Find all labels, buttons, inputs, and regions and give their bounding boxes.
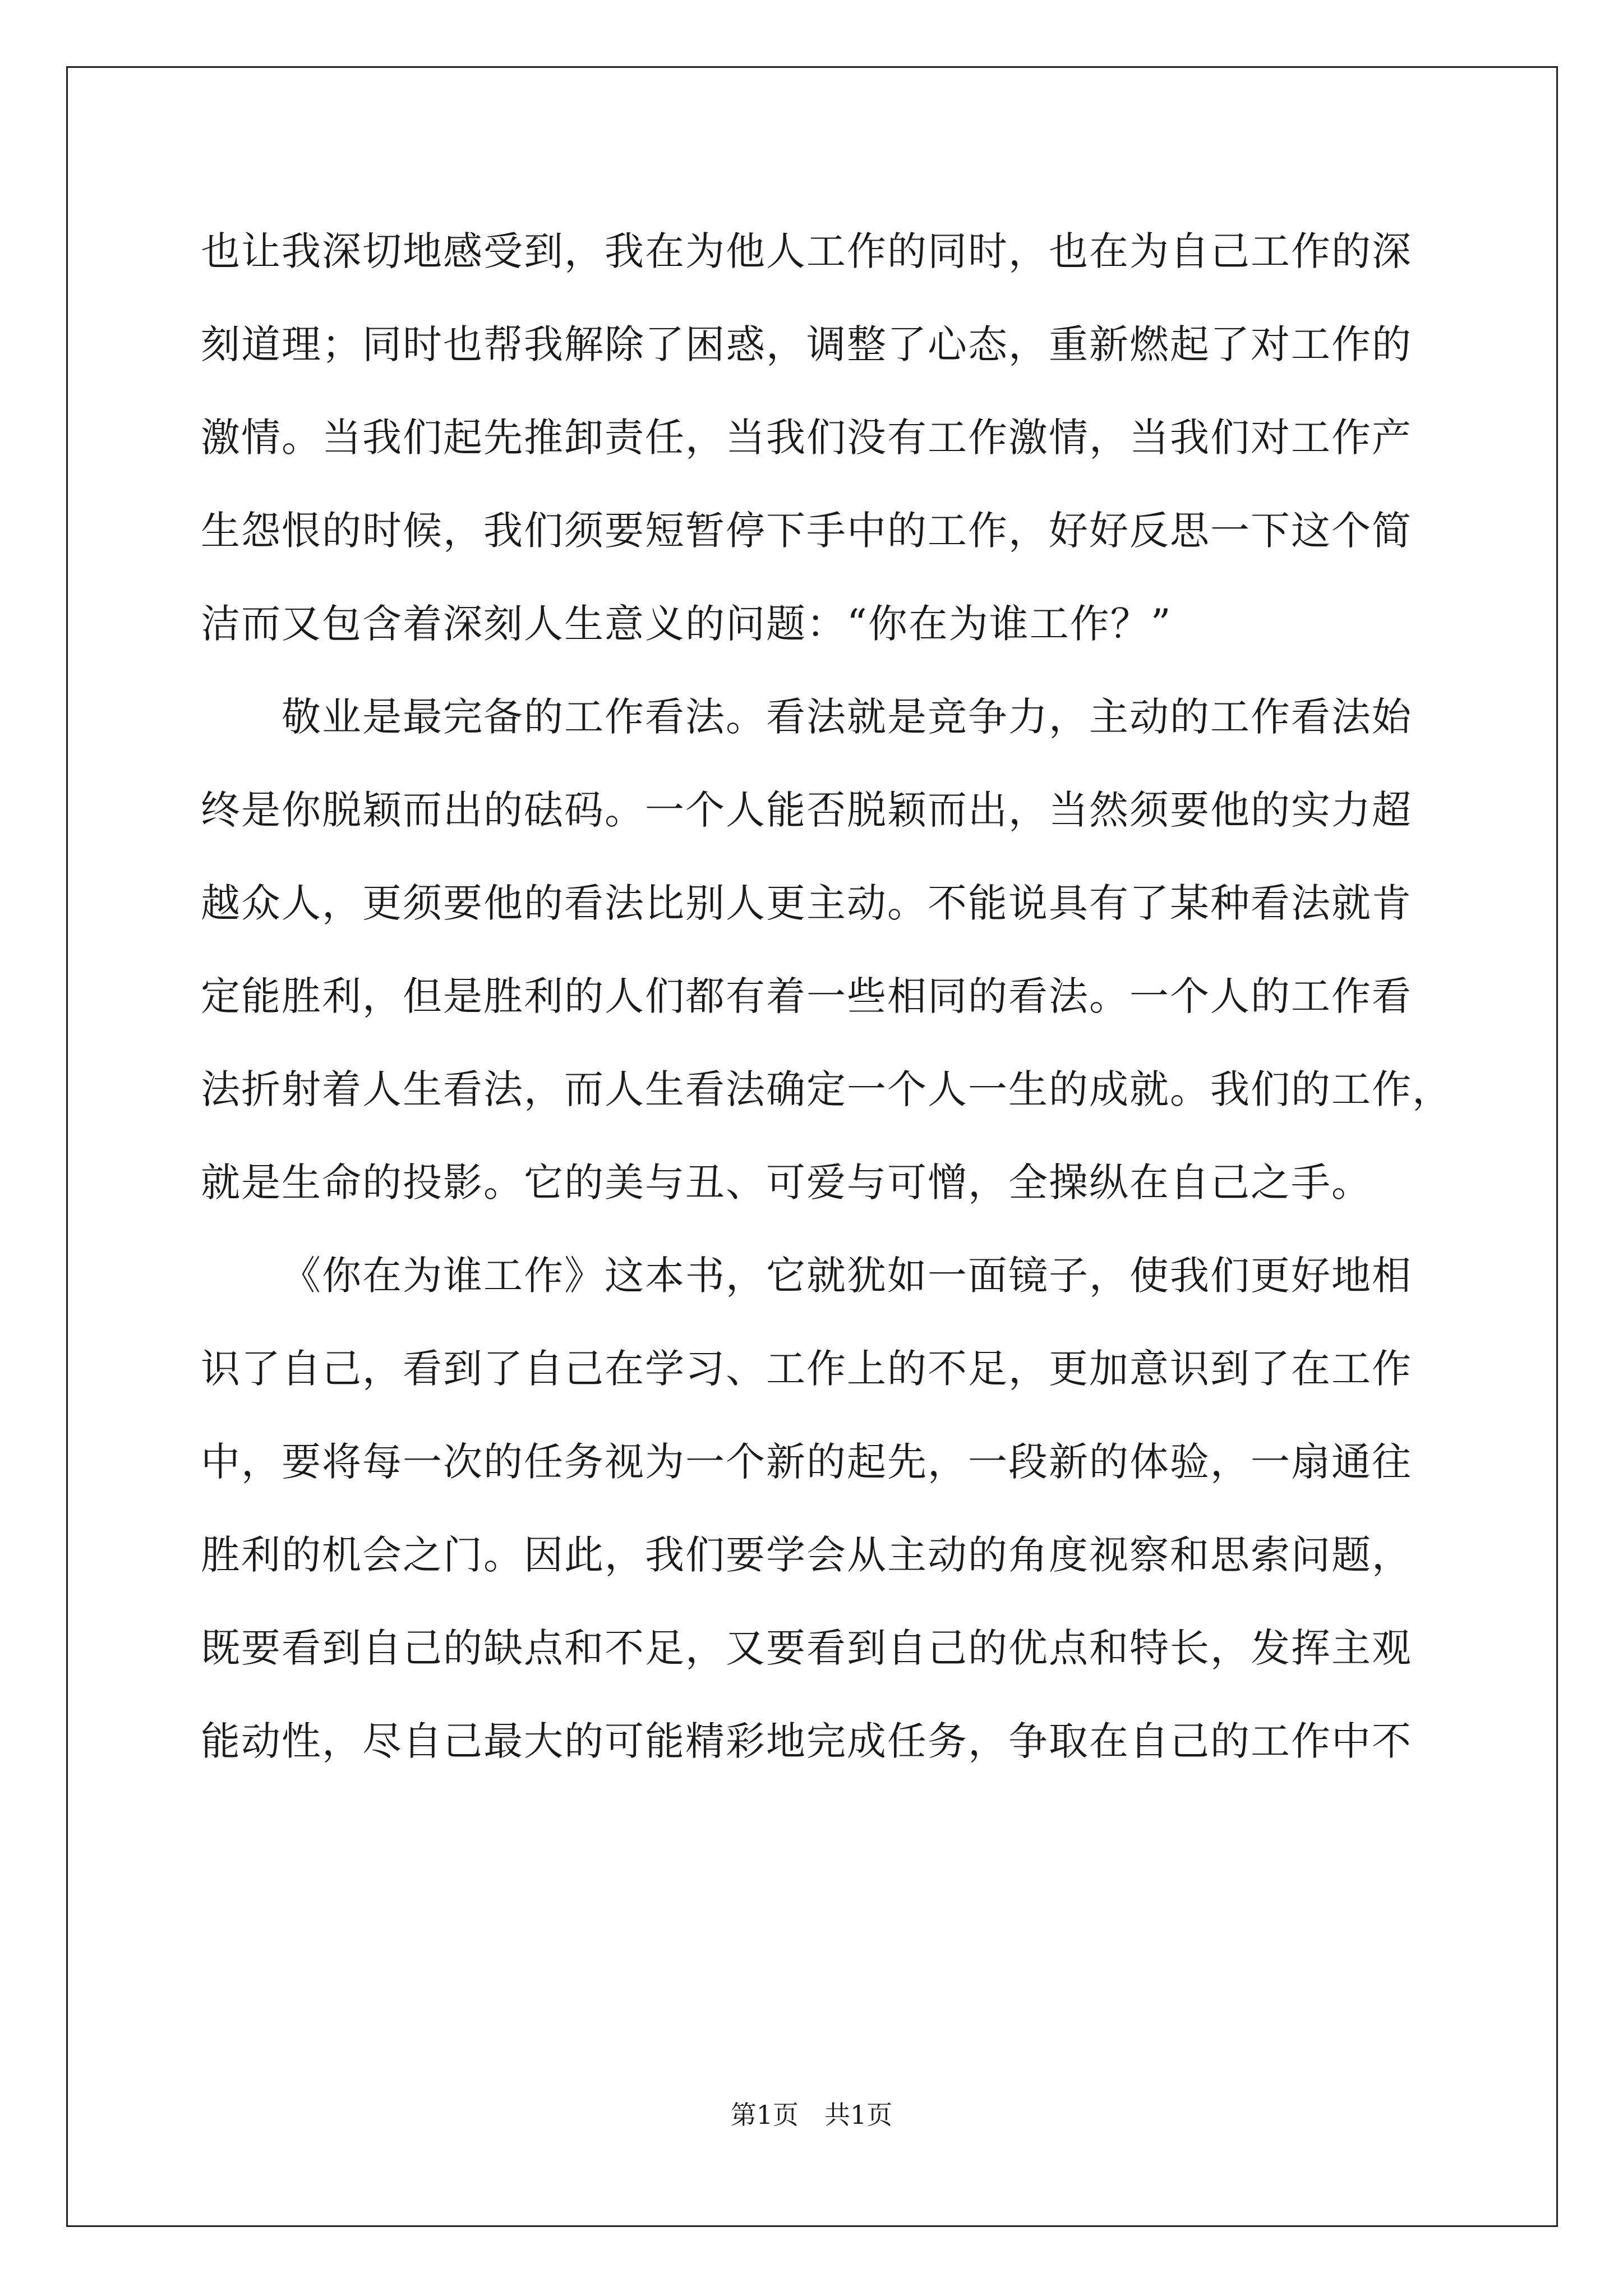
paragraph-line: 也让我深切地感受到，我在为他人工作的同时，也在为自己工作的深 <box>201 228 1412 274</box>
paragraph-line: 识了自己，看到了自己在学习、工作上的不足，更加意识到了在工作 <box>201 1346 1412 1392</box>
page-footer <box>0 2098 1623 2132</box>
page-number-label: 第1页 共1页 <box>730 2100 893 2130</box>
paragraph-line: 定能胜利，但是胜利的人们都有着一些相同的看法。一个人的工作看 <box>201 973 1412 1019</box>
paragraph-line: 刻道理；同时也帮我解除了困惑，调整了心态，重新燃起了对工作的 <box>201 321 1412 367</box>
paragraph-line: 法折射着人生看法，而人生看法确定一个人一生的成就。我们的工作， <box>201 1066 1453 1112</box>
page-border <box>66 66 1558 2227</box>
paragraph-line: 终是你脱颖而出的砝码。一个人能否脱颖而出，当然须要他的实力超 <box>201 787 1412 833</box>
paragraph-line: 激情。当我们起先推卸责任，当我们没有工作激情，当我们对工作产 <box>201 415 1412 461</box>
paragraph-line: 既要看到自己的缺点和不足，又要看到自己的优点和特长，发挥主观 <box>201 1625 1412 1671</box>
paragraph-line: 《你在为谁工作》这本书，它就犹如一面镜子，使我们更好地相 <box>282 1253 1412 1299</box>
paragraph-line: 能动性，尽自己最大的可能精彩地完成任务，争取在自己的工作中不 <box>201 1718 1412 1764</box>
paragraph-line: 胜利的机会之门。因此，我们要学会从主动的角度视察和思索问题， <box>201 1532 1412 1578</box>
paragraph-line: 中，要将每一次的任务视为一个新的起先，一段新的体验，一扇通往 <box>201 1439 1412 1485</box>
paragraph-line: 就是生命的投影。它的美与丑、可爱与可憎，全操纵在自己之手。 <box>201 1159 1372 1205</box>
paragraph-line: 洁而又包含着深刻人生意义的问题：“你在为谁工作？” <box>201 601 1172 647</box>
paragraph-line: 生怨恨的时候，我们须要短暂停下手中的工作，好好反思一下这个简 <box>201 508 1412 554</box>
paragraph-line: 敬业是最完备的工作看法。看法就是竞争力，主动的工作看法始 <box>282 694 1412 740</box>
paragraph-line: 越众人，更须要他的看法比别人更主动。不能说具有了某种看法就肯 <box>201 880 1412 926</box>
